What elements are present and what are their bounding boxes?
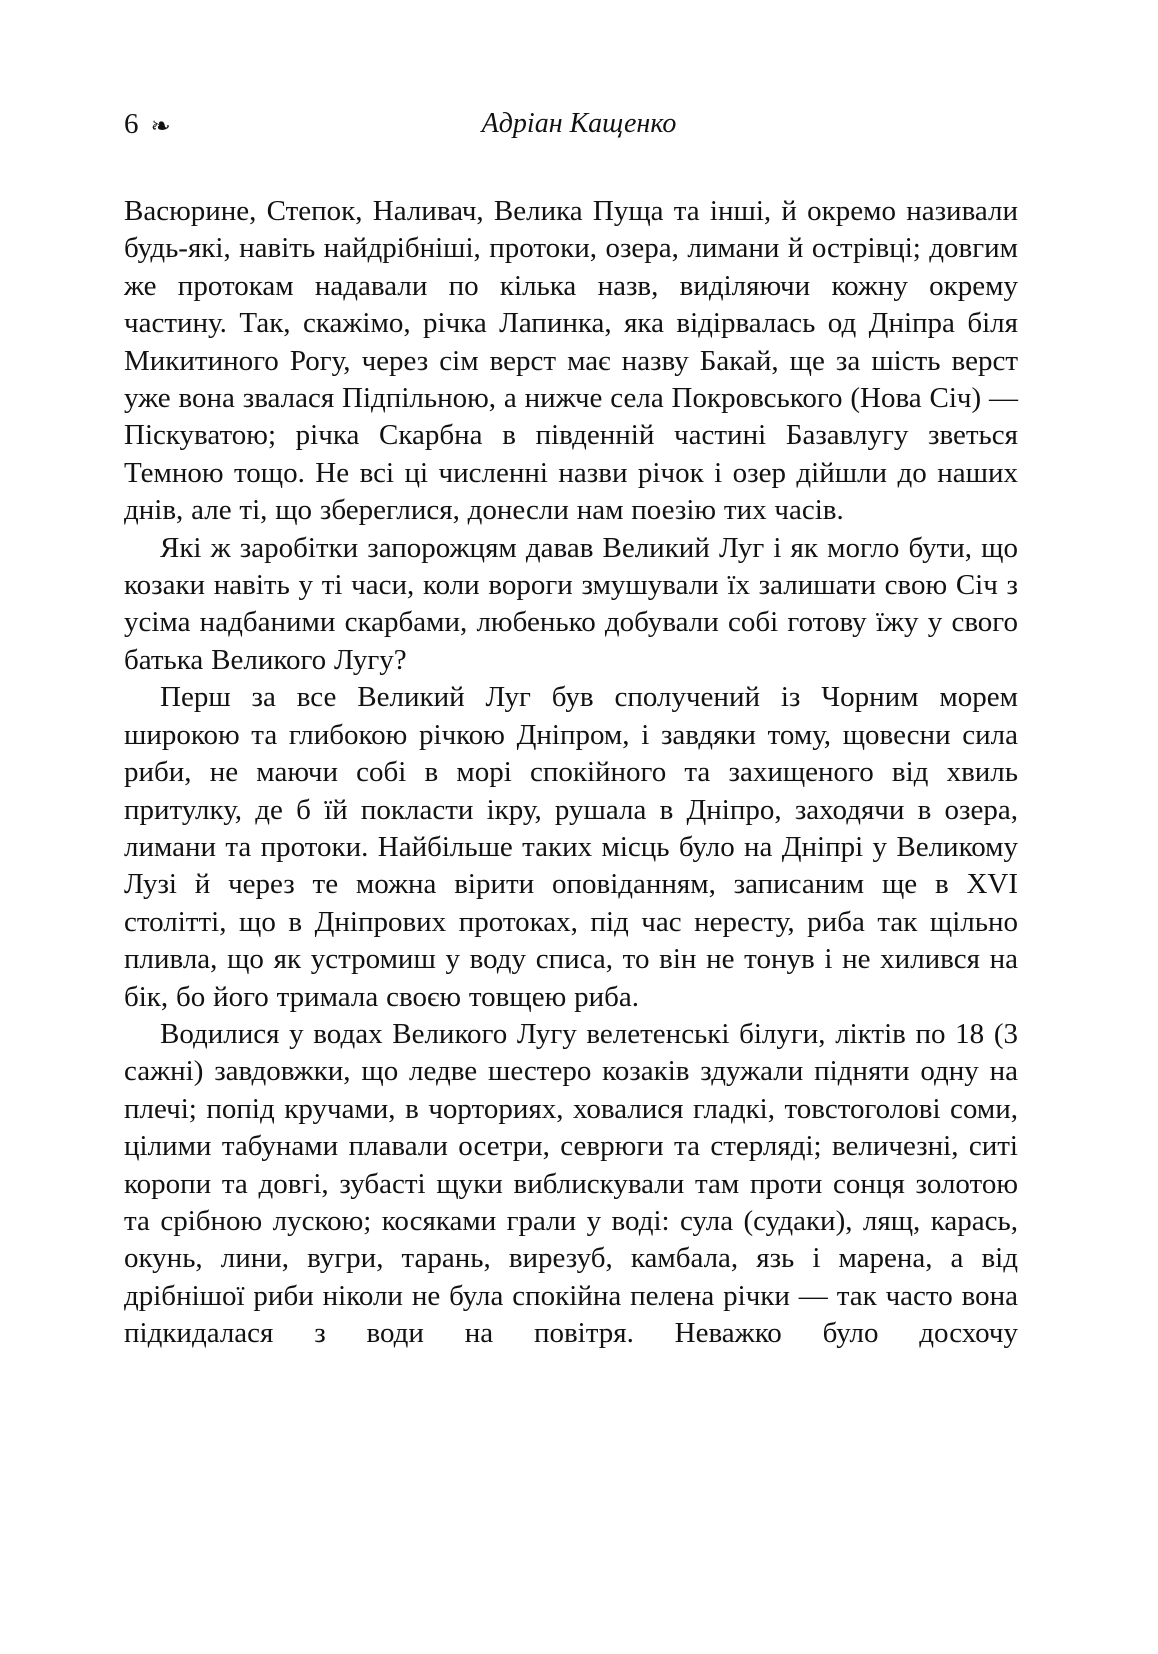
running-head: Адріан Кащенко [481, 108, 677, 139]
paragraph: Які ж заробітки запорожцям давав Великий Луг і як могло бути, що козаки навіть у ті часи, коли вороги змушували їх залишати свою Січ з усіма надбаними скарбами, любенько добували собі готову їжу у свого батька Великого Лугу? [124, 531, 1018, 676]
page-header [0, 104, 1158, 146]
paragraph: Перш за все Великий Луг був сполучений із Чорним морем широкою та глибокою річкою Дніпром, і завдяки тому, щовесни сила риби, не маючи собі в морі спокійного та захищеного від хвиль притулку, де б їй покласти ікру, рушала в Дніпро, заходячи в озера, лимани та протоки. Найбільше таких місць було на Дніпрі у Великому Лузі й через те можна вірити оповіданням, записаним ще в XVI столітті, що в Дніпрових протоках, під час нересту, риба так щільно пливла, що як устромиш у воду списа, то він не тонув і не хилився на бік, бо його тримала своєю товщею риба. [124, 681, 1018, 1013]
body-text [124, 193, 1018, 1353]
fleuron-icon: ❧ [150, 112, 171, 140]
paragraph: Водилися у водах Великого Лугу велетенські білуги, ліктів по 18 (3 сажні) завдовжки, що ледве шестеро козаків здужали підняти одну на плечі; попід кручами, в чорториях, ховалися гладкі, товстоголові соми, цілими табунами плавали осетри, севрюги та стерляді; величезні, ситі коропи та довгі, зубасті щуки виблискували там проти сонця золотою та срібною лускою; косяками грали у воді: сула (судаки), лящ, карась, окунь, лини, вугри, тарань, вирезуб, камбала, язь і марена, а від дрібнішої риби ніколи не була спокійна пелена річки — так часто вона підкидалася з води на повітря. Неважко було досхочу [124, 1017, 1018, 1350]
paragraph: Васюрине, Степок, Наливач, Велика Пуща та інші, й окремо називали будь-які, навіть найдрібніші, протоки, озера, лимани й острівці; довгим же протокам надавали по кілька назв, виділяючи кожну окрему частину. Так, скажімо, річка Лапинка, яка відірвалась од Дніпра біля Микитиного Рогу, через сім верст має назву Бакай, ще за шість верст уже вона звалася Підпільною, а нижче села Покровського (Нова Січ) — Піскуватою; річка Скарбна в південній частині Базавлугу зветься Темною тощо. Не всі ці численні назви річок і озер дійшли до наших днів, але ті, що збереглися, донесли нам поезію тих часів. [124, 195, 1018, 527]
page-number: 6 [124, 108, 139, 140]
